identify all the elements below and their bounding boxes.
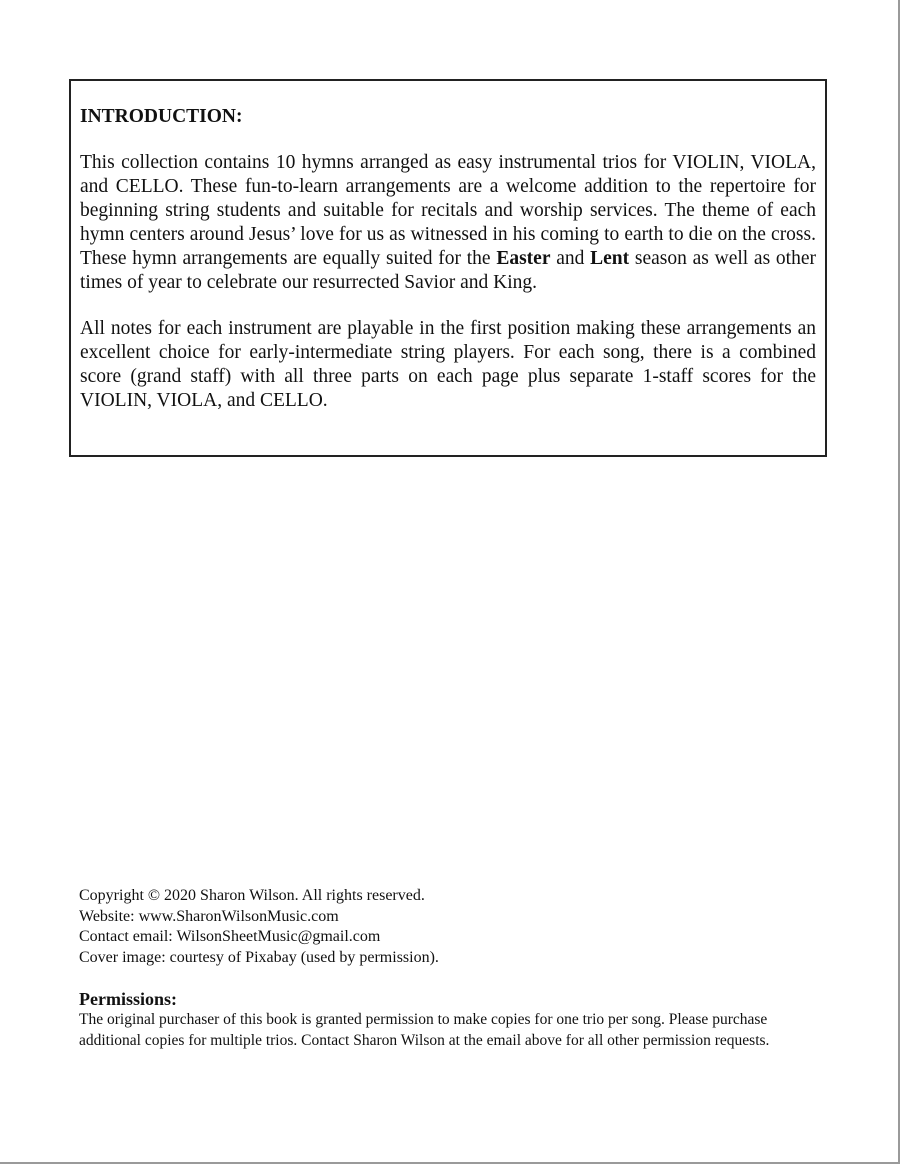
- paragraph-1-and: and: [550, 248, 591, 269]
- permissions-heading: Permissions:: [79, 989, 177, 1009]
- easter-bold-text: Easter: [496, 248, 551, 269]
- introduction-heading: INTRODUCTION:: [80, 106, 243, 127]
- paragraph-1-text-end: season as well as other times of year to celebrate our resurrected Savior and King.: [80, 248, 816, 293]
- permissions-text: The original purchaser of this book is granted permission to make copies for one trio per song. Please purchase additional copies for multiple trios. Contact Sharon Wilson at the email above for all other permission requests.: [79, 1011, 770, 1049]
- website-line: Website: www.SharonWilsonMusic.com: [79, 907, 339, 925]
- copyright-line: Copyright © 2020 Sharon Wilson. All rights reserved.: [79, 887, 425, 904]
- cover-image-credit-line: Cover image: courtesy of Pixabay (used by permission).: [79, 948, 439, 966]
- introduction-paragraph-1: [80, 151, 816, 295]
- introduction-box: [69, 79, 827, 457]
- contact-email-line: Contact email: WilsonSheetMusic@gmail.com: [79, 928, 381, 945]
- introduction-paragraph-2: All notes for each instrument are playable in the first position making these arrangements an excellent choice for early-intermediate string players. For each song, there is a combined score (grand staff) with all three parts on each page plus separate 1-staff scores for the VIOLIN, VIOLA, and CELLO.: [80, 318, 816, 411]
- paragraph-1-text-start: This collection contains 10 hymns arranged as easy instrumental trios for VIOLIN, VIOLA, and CELLO. These fun-to-learn arrangements are a welcome addition to the repertoire for beginning string students and suitable for recitals and worship services. The theme of each hymn centers around Jesus’ love for us as witnessed in his coming to earth to die on the cross. These hymn arrangements are equally suited for the: [80, 152, 816, 269]
- credits-footer: [79, 886, 809, 1051]
- lent-bold-text: Lent: [590, 248, 630, 269]
